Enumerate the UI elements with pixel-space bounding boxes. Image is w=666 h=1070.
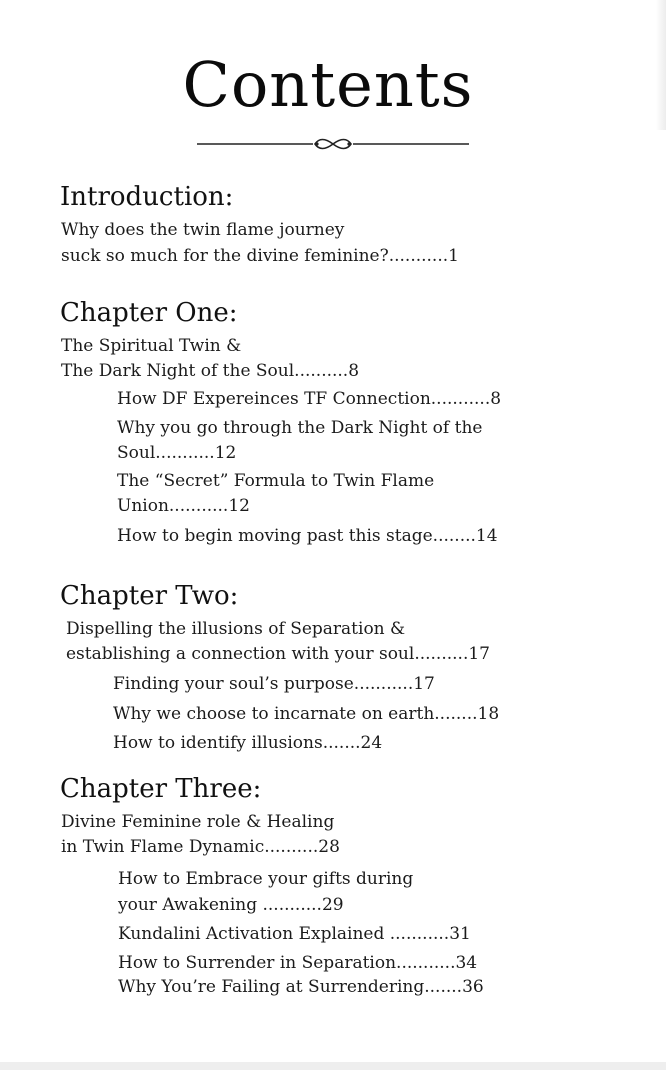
- section-heading-chapter-three: Chapter Three:: [60, 774, 262, 804]
- page-title: Contents: [182, 48, 474, 121]
- chapter-two-sub-1: Finding your soul’s purpose...........17: [113, 674, 435, 694]
- chapter-two-line-1: Dispelling the illusions of Separation &: [66, 619, 406, 639]
- section-heading-introduction: Introduction:: [60, 182, 234, 212]
- chapter-one-line-1: The Spiritual Twin &: [61, 336, 242, 356]
- section-heading-chapter-two: Chapter Two:: [60, 581, 239, 611]
- chapter-three-line-1: Divine Feminine role & Healing: [61, 812, 335, 832]
- chapter-three-line-2: in Twin Flame Dynamic..........28: [61, 837, 340, 857]
- chapter-one-sub-3-line-2: Union...........12: [117, 496, 250, 516]
- chapter-three-sub-1-line-1: How to Embrace your gifts during: [118, 869, 414, 889]
- chapter-three-sub-3: How to Surrender in Separation...........34: [118, 953, 478, 973]
- chapter-one-sub-1: How DF Expereinces TF Connection...........8: [117, 389, 502, 409]
- chapter-one-line-2: The Dark Night of the Soul..........8: [61, 361, 360, 381]
- page-edge-shadow: [656, 0, 666, 130]
- chapter-three-sub-2: Kundalini Activation Explained ...........31: [118, 924, 471, 944]
- chapter-one-sub-2-line-1: Why you go through the Dark Night of the: [117, 418, 483, 438]
- flourish-ornament-icon: [197, 136, 469, 152]
- chapter-two-sub-2: Why we choose to incarnate on earth........18: [113, 704, 500, 724]
- section-heading-chapter-one: Chapter One:: [60, 298, 238, 328]
- chapter-one-sub-3-line-1: The “Secret” Formula to Twin Flame: [117, 471, 435, 491]
- intro-line-2: suck so much for the divine feminine?...........1: [61, 246, 459, 266]
- chapter-three-sub-4: Why You’re Failing at Surrendering.......36: [118, 977, 484, 997]
- chapter-two-sub-3: How to identify illusions.......24: [113, 733, 383, 753]
- chapter-one-sub-4: How to begin moving past this stage........14: [117, 526, 498, 546]
- chapter-three-sub-1-line-2: your Awakening ...........29: [118, 895, 344, 915]
- page-bottom-strip: [0, 1062, 666, 1070]
- intro-line-1: Why does the twin flame journey: [61, 220, 345, 240]
- chapter-one-sub-2-line-2: Soul...........12: [117, 443, 237, 463]
- chapter-two-line-2: establishing a connection with your soul..........17: [66, 644, 490, 664]
